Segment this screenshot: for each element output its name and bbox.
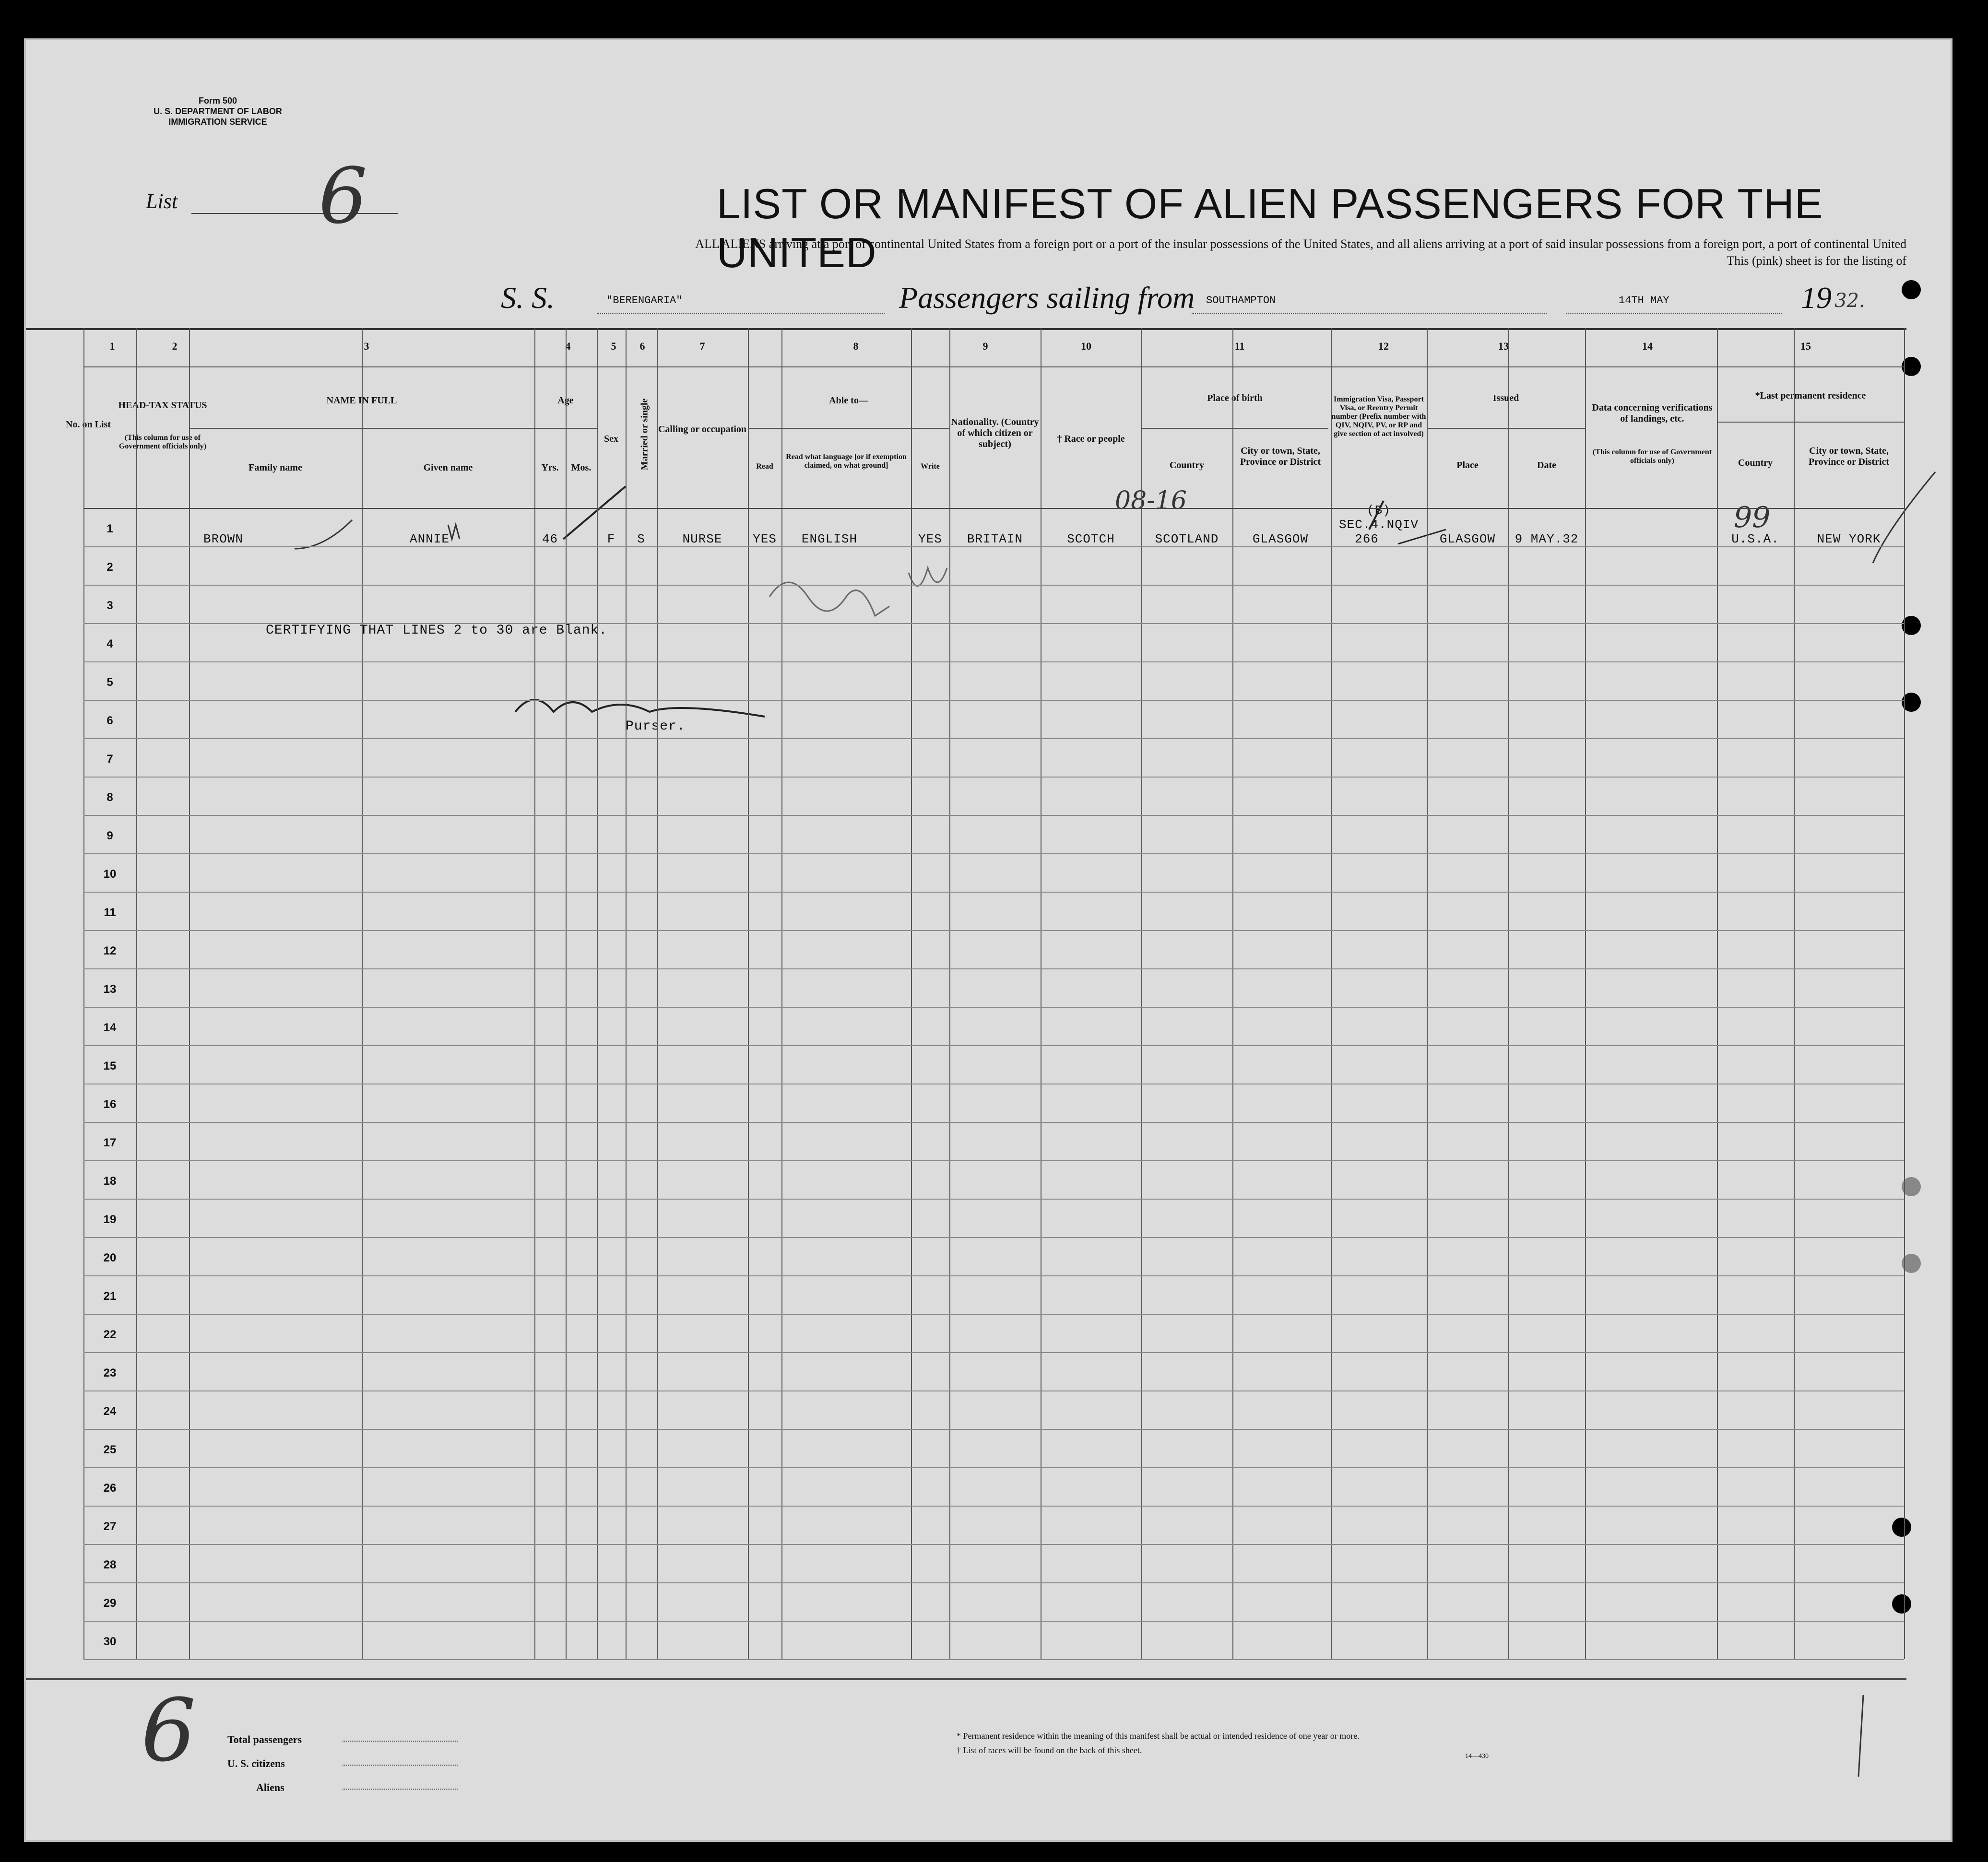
entry-family-name: BROWN [203,532,244,546]
row-divider [83,585,1904,586]
row-number: 16 [103,1098,117,1111]
footer-total-line [343,1741,458,1742]
purser-signature [515,700,765,717]
column-divider [657,328,658,1659]
row-number: 30 [103,1635,117,1648]
row-number: 28 [103,1558,117,1571]
hdr-name-in-full: NAME IN FULL [326,395,397,406]
row-number: 26 [103,1482,117,1495]
row-number: 10 [103,868,117,881]
hdr-age: Age [557,395,574,406]
hand-birth-code: 08-16 [1115,486,1187,515]
row-divider [83,968,1904,969]
sailing-date: 14TH MAY [1619,295,1669,306]
footer-tick [1858,1695,1863,1777]
hdr-family-name: Family name [248,462,302,473]
colnum-1: 1 [109,340,115,352]
row-number: 2 [106,561,113,574]
colnum-13: 13 [1498,340,1509,352]
row-number: 29 [103,1597,117,1610]
ship-name: "BERENGARIA" [606,295,683,306]
table-bottom-border [26,1678,1906,1680]
hdr-issued-date: Date [1537,460,1556,471]
entry-visa-3: 266 [1355,532,1379,546]
entry-visa-1: (B) [1367,503,1391,518]
colnum-2: 2 [172,340,178,352]
inspector-mark [909,568,947,586]
binder-hole [1902,280,1921,299]
service: IMMIGRATION SERVICE [168,117,267,127]
row-divider [83,930,1904,931]
row-number: 11 [104,906,116,919]
hdr-issued-place: Place [1456,460,1479,471]
column-divider [1904,328,1905,1659]
row-number: 18 [103,1175,117,1188]
column-divider [1331,328,1332,1659]
column-divider [1141,328,1142,1659]
purser-label: Purser. [626,719,686,734]
colnum-6: 6 [639,340,645,352]
footer-hand-number: 6 [141,1681,196,1781]
row-divider [83,1352,1904,1353]
row-number: 4 [106,637,113,650]
hdr-married: Married or single [639,398,650,471]
colnum-9: 9 [982,340,988,352]
certification-text: CERTIFYING THAT LINES 2 to 30 are Blank. [266,623,608,638]
port-name: SOUTHAMPTON [1206,295,1276,306]
sailing-label: Passengers sailing from [899,281,1195,315]
entry-birth-country: SCOTLAND [1155,532,1219,546]
year-suffix: 32. [1834,290,1865,312]
page-title: LIST OR MANIFEST OF ALIEN PASSENGERS FOR THE UNITED [717,180,1823,276]
colnum-7: 7 [699,340,705,352]
header-bottom-border [83,508,1904,509]
row-divider [83,1275,1904,1276]
header-divider [748,428,949,429]
row-divider [83,738,1904,739]
column-divider [949,328,950,1659]
hdr-given-name: Given name [423,462,473,473]
row-divider [83,1160,1904,1161]
inspector-initials [769,582,889,616]
row-number: 27 [103,1520,117,1533]
row-number: 14 [103,1021,117,1034]
row-number: 23 [103,1367,117,1379]
entry-sex: F [607,532,615,546]
hdr-able-to: Able to— [829,395,868,406]
initial-mark [448,525,460,539]
row-divider [83,1199,1904,1200]
entry-read: YES [753,532,777,546]
entry-res-city: NEW YORK [1817,532,1881,546]
colnum-5: 5 [611,340,616,352]
row-divider [83,1621,1904,1622]
entry-marital: S [637,532,645,546]
binder-hole [1892,1518,1911,1537]
column-divider [534,328,535,1659]
colnum-8: 8 [853,340,859,352]
entry-birth-city: GLASGOW [1252,532,1309,546]
row-divider [83,1007,1904,1008]
colnum-15: 15 [1800,340,1811,352]
hdr-race: † Race or people [1057,434,1125,444]
hdr-birth-country: Country [1169,460,1205,471]
column-divider [748,328,749,1659]
hdr-yrs: Yrs. [541,462,559,473]
row-number: 15 [103,1060,117,1072]
footer-note-2: † List of races will be found on the back of this sheet. [957,1745,1142,1755]
ss-label: S. S. [501,281,555,315]
row-number: 1 [106,522,113,535]
entry-issued-place: GLASGOW [1439,532,1496,546]
hdr-data-concerning: Data concerning verifications of landings, etc. [1592,402,1713,424]
row-divider [83,1506,1904,1507]
row-number: 19 [103,1213,117,1226]
column-divider [911,328,912,1659]
hdr-issued: Issued [1492,393,1519,403]
column-divider [1585,328,1586,1659]
hdr-head-tax-note: (This column for use of Government officials only) [118,434,207,450]
hdr-write: Write [921,462,940,471]
colnum-3: 3 [364,340,369,352]
hdr-read: Read [756,462,773,471]
column-divider [136,328,137,1659]
entry-nationality: BRITAIN [967,532,1023,546]
footer-total: Total passengers [227,1733,302,1745]
hdr-res-country: Country [1738,458,1773,468]
row-divider [83,700,1904,701]
row-number: 17 [103,1136,117,1149]
row-number: 21 [103,1290,117,1303]
row-divider [83,1544,1904,1545]
entry-write: YES [918,532,942,546]
manifest-sheet [24,38,1952,1842]
hdr-nationality: Nationality. (Country of which citizen or subject) [951,417,1039,449]
header-divider [83,366,1904,367]
form-number: Form 500 [198,96,237,106]
row-number: 7 [106,753,113,766]
hand-res-code: 99 [1734,501,1771,534]
row-divider [83,1314,1904,1315]
column-divider [362,328,363,1659]
row-divider [83,623,1904,624]
binder-hole [1892,1594,1911,1614]
colnum-11: 11 [1234,340,1245,352]
department: U. S. DEPARTMENT OF LABOR [154,106,282,116]
colnum-4: 4 [565,340,571,352]
footer-code: 14—430 [1465,1753,1489,1760]
hdr-place-of-birth: Place of birth [1207,393,1263,403]
colnum-10: 10 [1081,340,1091,352]
footer-citizens-line [343,1765,458,1766]
pen-marks [26,40,1954,1844]
colnum-14: 14 [1642,340,1653,352]
column-divider [626,328,627,1659]
hdr-last-residence: *Last permanent residence [1755,390,1866,401]
row-number: 12 [103,944,117,957]
column-divider [597,328,598,1659]
row-number: 22 [103,1328,117,1341]
year-prefix: 19 [1801,281,1832,315]
row-divider [83,1659,1904,1660]
hdr-visa: Immigration Visa, Passport Visa, or Reentry Permit number (Prefix number with QIV, NQIV, PV, or RP and give section of act involved) [1331,395,1426,438]
row-divider [83,1582,1904,1583]
hdr-mos: Mos. [571,462,592,473]
list-label: List [146,189,178,213]
hdr-sex: Sex [604,434,618,444]
row-number: 5 [106,676,113,689]
row-divider [83,853,1904,854]
column-divider [1427,328,1428,1659]
row-divider [83,1429,1904,1430]
entry-res-country: U.S.A. [1731,532,1779,546]
footer-aliens-line [343,1789,458,1790]
row-number: 13 [103,983,117,996]
hdr-head-tax: HEAD-TAX STATUS [118,400,207,411]
row-number: 8 [106,791,113,804]
column-divider [781,328,782,1659]
footer-note-1: * Permanent residence within the meaning of this manifest shall be actual or intended residence of one year or more. [957,1731,1360,1741]
hdr-data-note: (This column for use of Government officials only) [1592,448,1712,465]
entry-race: SCOTCH [1067,532,1115,546]
header-divider [1427,428,1585,429]
header-divider [1717,422,1904,423]
footer-aliens: Aliens [256,1781,284,1793]
row-number: 20 [103,1251,117,1264]
entry-visa-2: SEC.4.NQIV [1338,518,1419,532]
subtitle-2: This (pink) sheet is for the listing of [1727,254,1906,268]
hdr-calling: Calling or occupation [658,424,747,435]
column-divider [566,328,567,1659]
row-divider [83,1122,1904,1123]
hdr-res-city: City or town, State, Province or District [1808,446,1890,467]
entry-age: 46 [542,532,558,546]
row-number: 3 [106,599,113,612]
entry-occupation: NURSE [682,532,722,546]
row-divider [83,1045,1904,1046]
hdr-birth-city: City or town, State, Province or District [1240,446,1321,467]
column-divider [1794,328,1795,1659]
row-divider [83,777,1904,778]
row-divider [83,815,1904,816]
row-number: 6 [106,714,113,727]
column-divider [1717,328,1718,1659]
entry-issued-date: 9 MAY.32 [1515,532,1579,546]
row-divider [83,892,1904,893]
header-divider [189,428,597,429]
list-number: 6 [319,151,367,241]
tick-family [295,520,352,549]
row-divider [83,1237,1904,1238]
hdr-read-lang: Read what language [or if exemption claimed, on what ground] [786,453,907,470]
row-divider [83,546,1904,547]
header-divider [1141,428,1328,429]
tick-visa [1369,501,1384,530]
dash-visa [1398,530,1446,544]
row-number: 25 [103,1443,117,1456]
footer-citizens: U. S. citizens [227,1757,285,1769]
column-divider [1508,328,1509,1659]
row-number: 9 [106,829,113,842]
row-number: 24 [103,1405,117,1418]
column-divider [189,328,190,1659]
colnum-12: 12 [1378,340,1389,352]
entry-language: ENGLISH [801,532,858,546]
column-divider [1232,328,1233,1659]
column-divider [83,328,84,1659]
entry-given-name: ANNIE [410,532,450,546]
row-divider [83,1467,1904,1468]
subtitle-1: ALL ALIENS arriving at a port of continental United States from a foreign port or a port of the insular possessions of the United States, and all aliens arriving at a port of said insular possessions from a foreign port, a port of continental United [695,237,1906,251]
tick-age [563,486,626,539]
row-divider [83,661,1904,662]
hdr-no-on-list: No. on List [66,419,111,430]
